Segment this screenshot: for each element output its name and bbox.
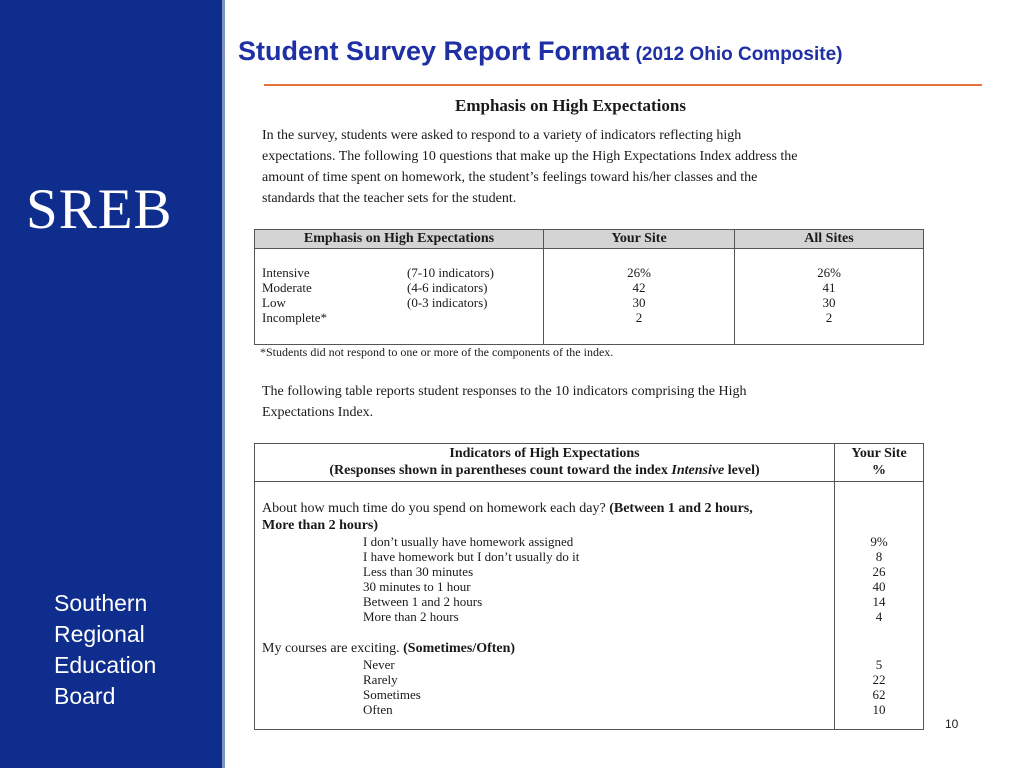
indicators-table <box>254 443 924 730</box>
table-footnote: *Students did not respond to one or more of the components of the index. <box>260 345 614 359</box>
list-item: Rarely <box>363 672 398 687</box>
document-heading: Emphasis on High Expectations <box>455 96 686 115</box>
paragraph-line: amount of time spent on homework, the student’s feelings toward his/her classes and the <box>262 170 758 185</box>
list-item: 30 minutes to 1 hour <box>363 579 471 594</box>
percent-value: 22 <box>872 672 886 687</box>
level-name: Incomplete* <box>262 310 327 325</box>
paragraph-line: expectations. The following 10 questions that make up the High Expectations Index address the <box>262 149 798 164</box>
your-site-value: 2 <box>635 310 643 325</box>
paragraph-line: The following table reports student responses to the 10 indicators comprising the High <box>262 384 747 399</box>
header-line: % <box>872 463 886 478</box>
question-key: (Between 1 and 2 hours, <box>609 501 753 516</box>
question-text: My courses are exciting. <box>262 641 404 656</box>
slide-title-sub: (2012 Ohio Composite) <box>635 44 843 65</box>
sreb-logo: SREB <box>26 178 173 241</box>
list-item: Sometimes <box>363 687 421 702</box>
paragraph-line: Expectations Index. <box>262 405 374 420</box>
table-header: Your Site <box>544 230 735 249</box>
percent-value: 4 <box>875 609 883 624</box>
level-range: (4-6 indicators) <box>407 280 488 295</box>
percent-value: 40 <box>872 579 886 594</box>
level-name: Low <box>262 295 286 310</box>
your-site-value: 42 <box>632 280 646 295</box>
your-site-percent-cell <box>835 482 924 730</box>
org-line: Education <box>54 652 157 678</box>
question-key: (Sometimes/Often) <box>403 641 516 656</box>
all-sites-value: 30 <box>822 295 836 310</box>
questions-cell <box>255 482 835 730</box>
levels-cell <box>255 249 544 345</box>
list-item: Less than 30 minutes <box>363 564 474 579</box>
all-sites-cell <box>735 249 924 345</box>
percent-value: 9% <box>870 534 888 549</box>
question-homework-cont <box>262 517 834 534</box>
list-item: Between 1 and 2 hours <box>363 594 483 609</box>
expectations-summary-table <box>254 229 924 345</box>
percent-value: 26 <box>872 564 886 579</box>
level-range: (0-3 indicators) <box>407 295 488 310</box>
list-item: Never <box>363 657 395 672</box>
org-line: Regional <box>54 621 145 647</box>
all-sites-value: 2 <box>825 310 833 325</box>
page-number: 10 <box>945 717 959 731</box>
percent-value: 14 <box>872 594 886 609</box>
table-header <box>835 444 924 482</box>
your-site-value: 30 <box>632 295 646 310</box>
slide-title <box>238 36 842 67</box>
your-site-cell <box>544 249 735 345</box>
question-courses <box>262 640 834 657</box>
percent-value: 10 <box>872 702 886 717</box>
question-text: About how much time do you spend on homework each day? <box>262 501 610 516</box>
table-row <box>255 280 543 295</box>
header-text: (Responses shown in parentheses count toward the index <box>329 463 672 478</box>
table-row <box>255 295 543 310</box>
table-row <box>255 265 543 280</box>
title-divider <box>264 84 982 86</box>
header-emphasis: Intensive <box>671 463 725 478</box>
header-line: Your Site <box>851 446 907 461</box>
list-item: Often <box>363 702 393 717</box>
your-site-value: 26% <box>627 265 651 280</box>
org-line: Southern <box>54 590 148 616</box>
percent-value: 8 <box>875 549 883 564</box>
all-sites-value: 26% <box>817 265 841 280</box>
table-header <box>255 444 835 482</box>
sidebar <box>0 0 222 768</box>
level-name: Intensive <box>262 265 310 280</box>
sidebar-divider <box>222 0 225 768</box>
level-range: (7-10 indicators) <box>407 265 495 280</box>
question-key: More than 2 hours) <box>262 518 379 533</box>
table-row <box>255 310 543 325</box>
list-item: More than 2 hours <box>363 609 459 624</box>
intro-paragraph <box>262 125 922 209</box>
org-line: Board <box>54 683 116 709</box>
all-sites-value: 41 <box>822 280 836 295</box>
org-name <box>54 588 156 712</box>
header-line <box>255 462 834 479</box>
list-item: I don’t usually have homework assigned <box>363 534 574 549</box>
slide-title-main: Student Survey Report Format <box>238 36 630 66</box>
header-line: Indicators of High Expectations <box>449 446 640 461</box>
header-text: level) <box>724 463 760 478</box>
level-range <box>407 310 542 325</box>
table-header: Emphasis on High Expectations <box>255 230 544 249</box>
question-homework <box>262 500 834 517</box>
percent-value: 62 <box>872 687 886 702</box>
list-item: I have homework but I don’t usually do it <box>363 549 580 564</box>
percent-value: 5 <box>875 657 883 672</box>
paragraph-line: standards that the teacher sets for the student. <box>262 191 517 206</box>
between-paragraph <box>262 381 922 423</box>
table-header: All Sites <box>735 230 924 249</box>
level-name: Moderate <box>262 280 312 295</box>
paragraph-line: In the survey, students were asked to respond to a variety of indicators reflecting high <box>262 128 742 143</box>
